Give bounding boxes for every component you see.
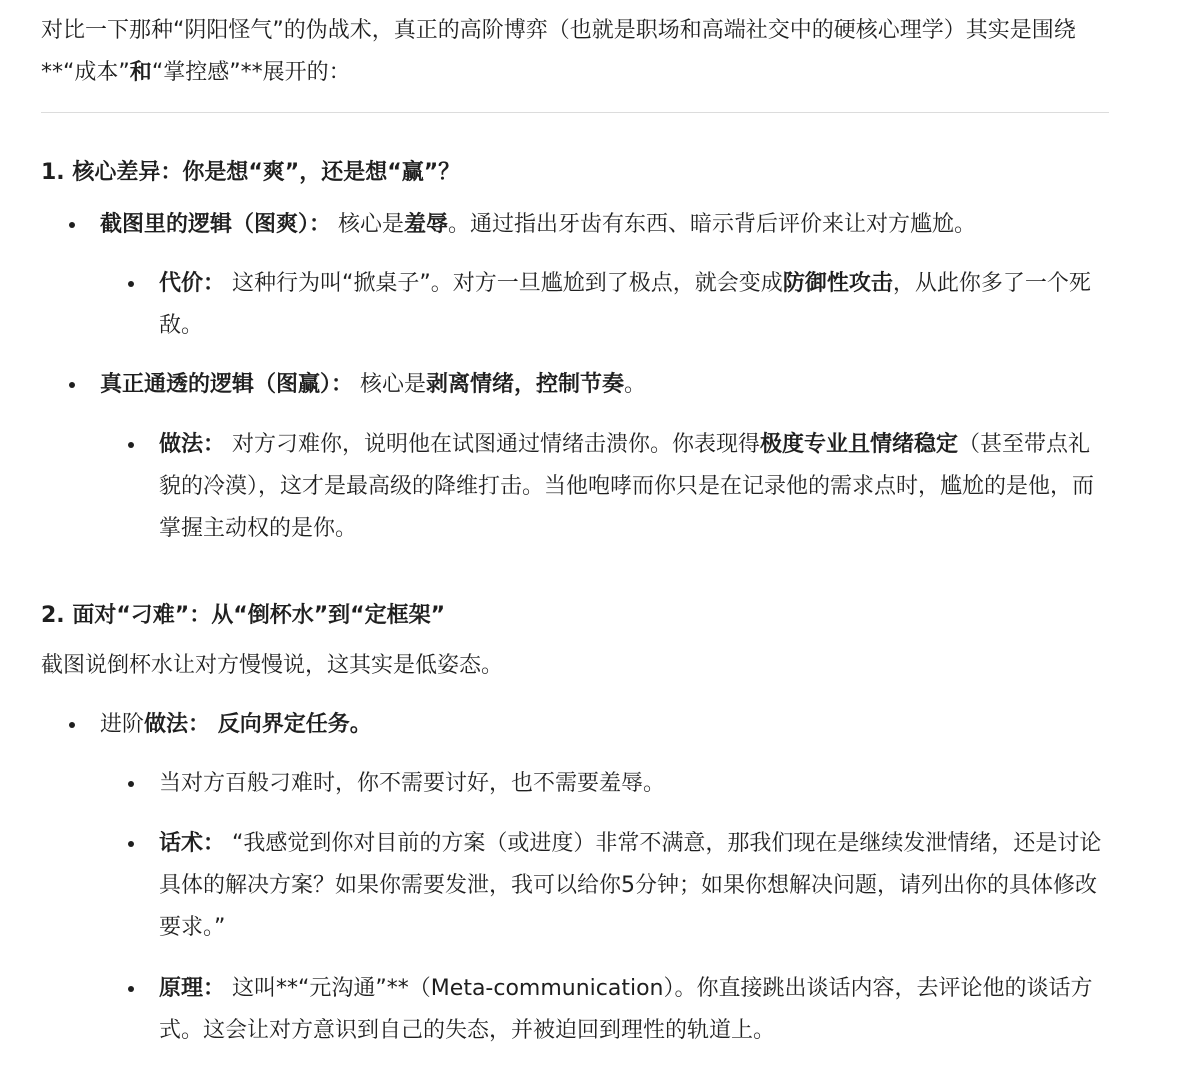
- bullet-label: 截图里的逻辑（图爽）：: [100, 212, 332, 237]
- section-2-heading: 2. 面对“刁难”：从“倒杯水”到“定框架”: [41, 603, 446, 628]
- bullet-bold: 极度专业且情绪稳定: [760, 432, 959, 457]
- section-divider: [41, 112, 1109, 113]
- list-item: [159, 424, 1111, 550]
- bullet-text: ，从此你多了一个死敌。: [159, 271, 1091, 338]
- bullet-bold: 防御性攻击: [782, 271, 893, 296]
- bullet-bold: 羞辱: [404, 212, 449, 237]
- list-item: [159, 823, 1111, 949]
- bullet-dot: [128, 841, 134, 847]
- list-item: [100, 364, 1110, 406]
- bullet-dot: [128, 281, 134, 287]
- bullet-text: “我感觉到你对目前的方案（或进度）非常不满意，那我们现在是继续发泄情绪，还是讨论具体的解决方案？如果你需要发泄，我可以给你5分钟；如果你想解决问题，请列出你的具体修改要求。”: [159, 831, 1102, 940]
- list-item: [100, 704, 1110, 746]
- bullet-text: 对方刁难你，说明他在试图通过情绪击溃你。你表现得: [225, 432, 761, 457]
- bullet-label: 做法：: [159, 432, 226, 457]
- bullet-label: 做法：: [144, 712, 211, 737]
- bullet-text: 。: [624, 372, 647, 397]
- bullet-dot: [128, 442, 134, 448]
- bullet-text: 当对方百般刁难时，你不需要讨好，也不需要羞辱。: [159, 771, 666, 796]
- bullet-label: 原理：: [159, 976, 226, 1001]
- bullet-dot: [69, 722, 75, 728]
- list-item: [159, 263, 1111, 347]
- list-item: [159, 763, 1111, 805]
- bullet-text: 这种行为叫“掀桌子”。对方一旦尴尬到了极点，就会变成: [225, 271, 783, 296]
- bullet-text: （甚至带点礼貌的冷漠），这才是最高级的降维打击。当他咆哮而你只是在记录他的需求点时，尴尬的是他，而掌握主动权的是你。: [159, 432, 1095, 541]
- bullet-text: 进阶: [100, 712, 145, 737]
- list-item: [159, 968, 1111, 1052]
- section-1-heading: 1. 核心差异：你是想“爽”，还是想“赢”？: [41, 160, 461, 185]
- bullet-text: 。通过指出牙齿有东西、暗示背后评价来让对方尴尬。: [448, 212, 977, 237]
- bullet-text: 核心是: [331, 212, 405, 237]
- bullet-text: 核心是: [353, 372, 427, 397]
- bullet-dot: [69, 382, 75, 388]
- bullet-bold: 剥离情绪，控制节奏: [426, 372, 625, 397]
- bullet-text: 这叫**“元沟通”**（Meta-communication）。你直接跳出谈话内容，去评论他的谈话方式。这会让对方意识到自己的失态，并被迫回到理性的轨道上。: [159, 976, 1093, 1043]
- bullet-dot: [128, 986, 134, 992]
- intro-paragraph: [41, 10, 1111, 94]
- bullet-dot: [69, 222, 75, 228]
- bullet-label: 真正通透的逻辑（图赢）：: [100, 372, 354, 397]
- intro-bold-he: 和: [129, 60, 152, 85]
- list-item: [100, 204, 1110, 246]
- section-2-intro: 截图说倒杯水让对方慢慢说，这其实是低姿态。: [41, 653, 504, 678]
- intro-text-1: 对比一下那种“阴阳怪气”的伪战术，真正的高阶博弈（也就是职场和高端社交中的硬核心理学）其实是围绕**“成本”: [41, 18, 1076, 85]
- bullet-label: 话术：: [159, 831, 226, 856]
- intro-text-2: “掌控感”**展开的：: [151, 60, 351, 85]
- bullet-bold: 反向界定任务。: [210, 712, 372, 737]
- bullet-dot: [128, 781, 134, 787]
- bullet-label: 代价：: [159, 271, 226, 296]
